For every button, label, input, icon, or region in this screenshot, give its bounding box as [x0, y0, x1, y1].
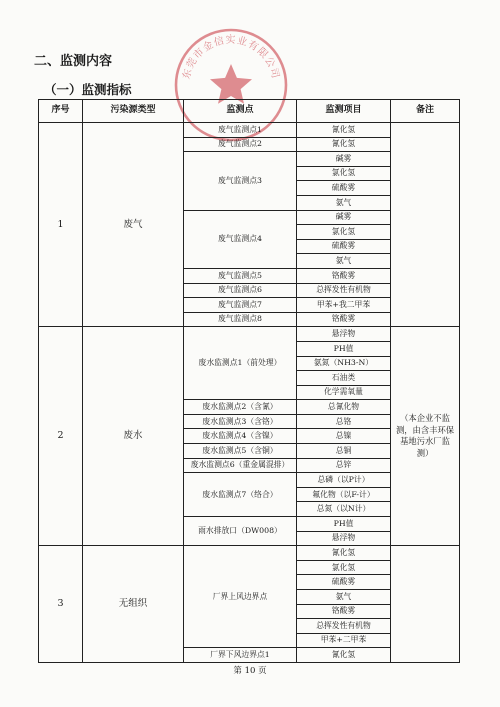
- monitoring-item-cell: 总挥发性有机物: [297, 283, 391, 298]
- monitoring-item-cell: 氨氮（NH3-N）: [297, 356, 391, 371]
- monitoring-item-cell: 总铬: [297, 414, 391, 429]
- monitoring-item-cell: 氟化物（以F-计）: [297, 487, 391, 502]
- table-row: [39, 123, 460, 138]
- serial-number-cell: 2: [39, 327, 83, 546]
- monitoring-point-cell: 废水监测点5（含铜）: [184, 444, 297, 459]
- serial-number-cell: 3: [39, 546, 83, 663]
- monitoring-point-cell: 废水监测点2（含氰）: [184, 400, 297, 415]
- table-row: [39, 546, 460, 561]
- monitoring-point-cell: 废气监测点1: [184, 123, 297, 138]
- subsection-heading: （一）监测指标: [44, 82, 132, 97]
- monitoring-point-cell: 废气监测点4: [184, 210, 297, 268]
- section-heading: 二、监测内容: [34, 54, 113, 69]
- monitoring-item-cell: 氰化氢: [297, 137, 391, 152]
- monitoring-point-cell: 废水监测点4（含镍）: [184, 429, 297, 444]
- header-cell: 序号: [39, 100, 83, 123]
- monitoring-item-cell: 总氮（以N计）: [297, 502, 391, 517]
- monitoring-item-cell: 碱雾: [297, 152, 391, 167]
- monitoring-item-cell: 甲苯+二甲苯: [297, 633, 391, 648]
- monitoring-item-cell: 硫酸雾: [297, 181, 391, 196]
- monitoring-item-cell: 硫酸雾: [297, 575, 391, 590]
- monitoring-point-cell: 废气监测点7: [184, 298, 297, 313]
- table-body: [39, 123, 460, 663]
- monitoring-point-cell: 废水监测点3（含铬）: [184, 414, 297, 429]
- monitoring-item-cell: 悬浮物: [297, 531, 391, 546]
- remark-text: （本企业不监测，由含丰环保基地污水厂监测）: [395, 413, 455, 458]
- monitoring-table: [38, 99, 460, 663]
- header-cell: 监测点: [184, 100, 297, 123]
- monitoring-item-cell: 氰化氢: [297, 648, 391, 663]
- header-cell: 备注: [391, 100, 460, 123]
- monitoring-point-cell: 废气监测点2: [184, 137, 297, 152]
- monitoring-item-cell: 悬浮物: [297, 327, 391, 342]
- monitoring-item-cell: 总挥发性有机物: [297, 619, 391, 634]
- monitoring-item-cell: 氰化氢: [297, 546, 391, 561]
- remark-cell: [391, 546, 460, 663]
- monitoring-point-cell: 废水监测点1（前处理）: [184, 327, 297, 400]
- monitoring-item-cell: 石油类: [297, 371, 391, 386]
- monitoring-item-cell: 氯化氢: [297, 166, 391, 181]
- monitoring-item-cell: 铬酸雾: [297, 268, 391, 283]
- remark-cell: [391, 123, 460, 327]
- monitoring-item-cell: PH值: [297, 341, 391, 356]
- monitoring-item-cell: 氨气: [297, 254, 391, 269]
- monitoring-point-cell: 厂界下风边界点1: [184, 648, 297, 663]
- monitoring-item-cell: 总锌: [297, 458, 391, 473]
- monitoring-item-cell: 总镍: [297, 429, 391, 444]
- table-row: [39, 327, 460, 342]
- header-cell: 污染源类型: [83, 100, 184, 123]
- monitoring-item-cell: 总铜: [297, 444, 391, 459]
- monitoring-item-cell: 氨气: [297, 195, 391, 210]
- monitoring-item-cell: 硫酸雾: [297, 239, 391, 254]
- monitoring-point-cell: 厂界上风边界点: [184, 546, 297, 648]
- monitoring-item-cell: 铬酸雾: [297, 312, 391, 327]
- monitoring-item-cell: 氨气: [297, 590, 391, 605]
- serial-number-cell: 1: [39, 123, 83, 327]
- monitoring-point-cell: 废气监测点5: [184, 268, 297, 283]
- page-number: 第 10 页: [233, 666, 267, 676]
- monitoring-item-cell: 氯化氢: [297, 225, 391, 240]
- monitoring-point-cell: 雨水排放口（DW008）: [184, 517, 297, 546]
- monitoring-item-cell: 总氰化物: [297, 400, 391, 415]
- monitoring-point-cell: 废气监测点3: [184, 152, 297, 210]
- monitoring-point-cell: 废水监测点6（重金属混排）: [184, 458, 297, 473]
- monitoring-item-cell: PH值: [297, 517, 391, 532]
- monitoring-item-cell: 氯化氢: [297, 560, 391, 575]
- monitoring-item-cell: 碱雾: [297, 210, 391, 225]
- header-cell: 监测项目: [297, 100, 391, 123]
- monitoring-item-cell: 铬酸雾: [297, 604, 391, 619]
- monitoring-item-cell: 总磷（以P计）: [297, 473, 391, 488]
- svg-text:东莞市金信实业有限公司: 东莞市金信实业有限公司: [181, 34, 281, 81]
- monitoring-item-cell: 甲苯+我二甲苯: [297, 298, 391, 313]
- pollution-type-cell: 无组织: [83, 546, 184, 663]
- monitoring-item-cell: 氰化氢: [297, 123, 391, 138]
- monitoring-item-cell: 化学需氧量: [297, 385, 391, 400]
- table-header-row: [39, 100, 460, 123]
- monitoring-point-cell: 废气监测点8: [184, 312, 297, 327]
- monitoring-point-cell: 废气监测点6: [184, 283, 297, 298]
- pollution-type-cell: 废气: [83, 123, 184, 327]
- pollution-type-cell: 废水: [83, 327, 184, 546]
- remark-cell: [391, 327, 460, 546]
- monitoring-point-cell: 废水监测点7（络合）: [184, 473, 297, 517]
